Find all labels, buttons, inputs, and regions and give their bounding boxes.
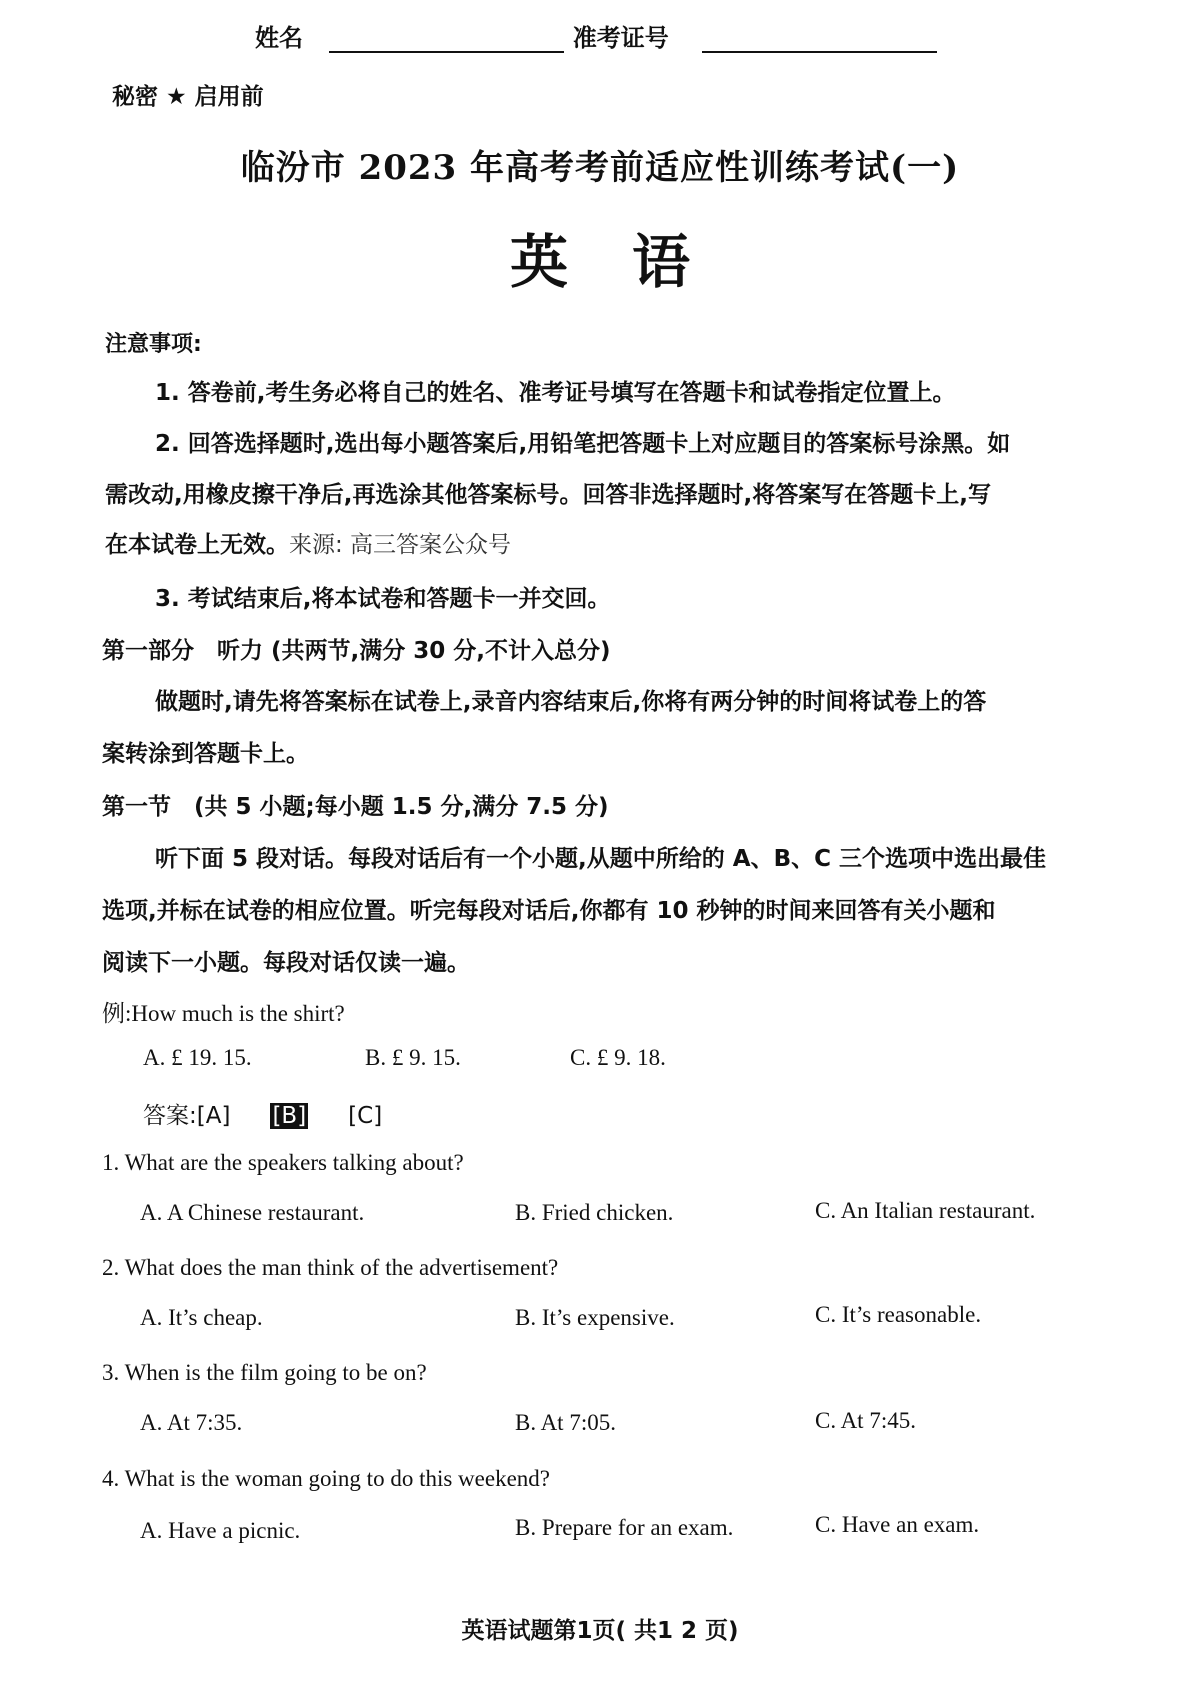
- notice-item-2-text: 在本试卷上无效。: [105, 532, 289, 558]
- q3-option-a: A. At 7:35.: [140, 1410, 243, 1435]
- subject-title: 英语: [509, 228, 754, 296]
- notice-item-2-line-2: 需改动,用橡皮擦干净后,再选涂其他答案标号。回答非选择题时,将答案写在答题卡上,写: [105, 482, 991, 508]
- source-note: 来源: 高三答案公众号: [289, 532, 512, 558]
- question-3: 3. When is the film going to be on?: [102, 1360, 427, 1385]
- example-option-b: B. £ 9. 15.: [365, 1045, 461, 1070]
- q4-option-c: C. Have an exam.: [815, 1512, 980, 1537]
- question-4: 4. What is the woman going to do this weekend?: [102, 1466, 550, 1491]
- section1-heading: 第一节 (共 5 小题;每小题 1.5 分,满分 7.5 分): [102, 794, 609, 820]
- exam-id-label: 准考证号: [572, 24, 669, 52]
- q1-option-a: A. A Chinese restaurant.: [140, 1200, 365, 1225]
- exam-title: 临汾市 2023 年高考考前适应性训练考试(一): [240, 148, 960, 188]
- answer-box-b-filled: [B]: [272, 1103, 307, 1129]
- notice-item-3: 3. 考试结束后,将本试卷和答题卡一并交回。: [155, 586, 611, 612]
- name-blank-line: [329, 29, 564, 53]
- part1-instruction-line-2: 案转涂到答题卡上。: [102, 741, 309, 767]
- section1-instruction-line-1: 听下面 5 段对话。每段对话后有一个小题,从题中所给的 A、B、C 三个选项中选出最佳: [155, 846, 1046, 872]
- part1-instruction-line-1: 做题时,请先将答案标在试卷上,录音内容结束后,你将有两分钟的时间将试卷上的答: [155, 689, 987, 715]
- example-option-c: C. £ 9. 18.: [570, 1045, 666, 1070]
- page-footer: 英语试题第1页( 共1 2 页): [461, 1618, 739, 1644]
- q4-option-b: B. Prepare for an exam.: [515, 1515, 734, 1540]
- q1-option-c: C. An Italian restaurant.: [815, 1198, 1036, 1223]
- answer-box-c: [C]: [348, 1103, 383, 1129]
- section1-instruction-line-2: 选项,并标在试卷的相应位置。听完每段对话后,你都有 10 秒钟的时间来回答有关小题和: [102, 898, 996, 924]
- part1-heading: 第一部分 听力 (共两节,满分 30 分,不计入总分): [102, 638, 611, 664]
- notice-heading: 注意事项:: [105, 332, 202, 357]
- confidential-mark: 秘密 ★ 启用前: [112, 84, 264, 110]
- example-answer-row: [143, 1097, 382, 1130]
- answer-label: 答案:: [143, 1103, 197, 1129]
- question-1: 1. What are the speakers talking about?: [102, 1150, 464, 1175]
- exam-id-blank-line: [702, 29, 937, 53]
- q2-option-c: C. It’s reasonable.: [815, 1302, 982, 1327]
- q2-option-a: A. It’s cheap.: [140, 1305, 263, 1330]
- q3-option-c: C. At 7:45.: [815, 1408, 916, 1433]
- example-option-a: A. £ 19. 15.: [143, 1045, 252, 1070]
- question-2: 2. What does the man think of the advertisement?: [102, 1255, 559, 1280]
- candidate-info-row: [255, 18, 937, 53]
- name-label: 姓名: [255, 24, 303, 52]
- q4-option-a: A. Have a picnic.: [140, 1518, 301, 1543]
- example-question: 例:How much is the shirt?: [102, 1001, 345, 1026]
- q2-option-b: B. It’s expensive.: [515, 1305, 675, 1330]
- q1-option-b: B. Fried chicken.: [515, 1200, 674, 1225]
- notice-item-2-line-1: 2. 回答选择题时,选出每小题答案后,用铅笔把答题卡上对应题目的答案标号涂黑。如: [155, 431, 1011, 457]
- section1-instruction-line-3: 阅读下一小题。每段对话仅读一遍。: [102, 950, 470, 976]
- notice-item-2-line-3: [105, 526, 511, 559]
- q3-option-b: B. At 7:05.: [515, 1410, 616, 1435]
- notice-item-1: 1. 答卷前,考生务必将自己的姓名、准考证号填写在答题卡和试卷指定位置上。: [155, 380, 956, 406]
- answer-box-a: [A]: [196, 1103, 231, 1129]
